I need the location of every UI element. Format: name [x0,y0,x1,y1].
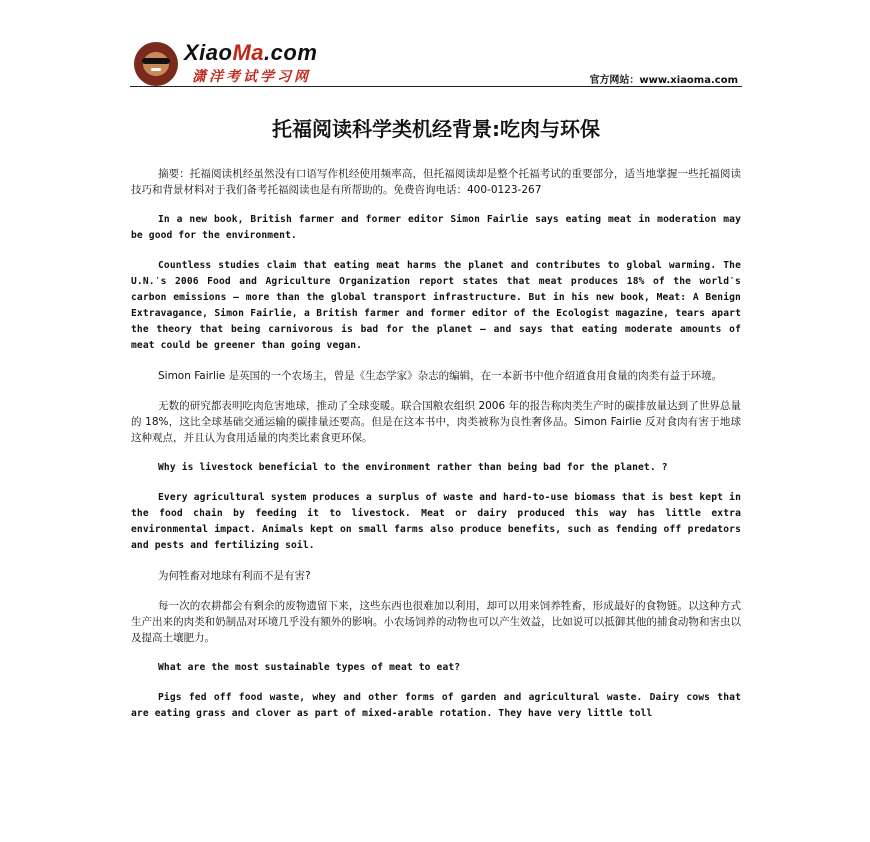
paragraph-en-question-2: What are the most sustainable types of meat to eat? [158,662,461,673]
paragraph-en-question-1: Why is livestock beneficial to the environment rather than being bad for the planet. ? [158,462,668,473]
paragraph-en-answer-2: Pigs fed off food waste, whey and other forms of garden and agricultural waste. Dairy cows that are eating grass and clover as part of mixed-arable rotation. They have very little toll [131,692,741,719]
page-title: 托福阅读科学类机经背景:吃肉与环保 [272,117,600,141]
paragraph-zh-studies: 无数的研究都表明吃肉危害地球，推动了全球变暖。联合国粮农组织 2006 年的报告称肉类生产时的碳排放量达到了世界总量的 18%，这比全球基础交通运输的碳排量还要高。但是在这本书中，肉类被称为良性奢侈品。Simon Fairlie 反对食肉有害于地球这种观点，并且认为食用适量的肉类比素食更环保。 [131,400,741,444]
page-header [130,38,742,90]
paragraph-zh-question-1: 为何牲畜对地球有利而不是有害? [158,570,311,582]
paragraph-en-answer-1: Every agricultural system produces a surplus of waste and hard-to-use biomass that is best kept in the food chain by feeding it to livestock. Meat or dairy produced this way has little extra environmental impact. Animals kept on small farms also produce benefits, such as fending off predators and pests and fertilizing soil. [131,492,741,551]
brand-logo-text: XiaoMa.com [184,40,318,65]
article-body [131,166,741,736]
paragraph-zh-intro: Simon Fairlie 是英国的一个农场主，曾是《生态学家》杂志的编辑，在一本新书中他介绍道食用食量的肉类有益于环境。 [158,370,723,382]
paragraph-summary: 摘要：托福阅读机经虽然没有口语写作机经使用频率高，但托福阅读却是整个托福考试的重要部分，适当地掌握一些托福阅读技巧和背景材料对于我们备考托福阅读也是有所帮助的。免费咨询电话：400-0123-267 [131,168,741,196]
paragraph-zh-answer-1: 每一次的农耕都会有剩余的废物遗留下来，这些东西也很难加以利用，却可以用来饲养牲畜，形成最好的食物链。以这种方式生产出来的肉类和奶制品对环境几乎没有额外的影响。小农场饲养的动物也可以产生效益，比如说可以抵御其他的捕食动物和害虫以及提高土壤肥力。 [131,600,741,644]
official-site-url[interactable]: 官方网站：www.xiaoma.com [589,75,738,86]
brand-tagline: 潇洋考试学习网 [192,69,311,85]
xiaoma-mascot-logo-icon [134,42,178,86]
paragraph-en-studies: Countless studies claim that eating meat harms the planet and contributes to global warming. The U.N.′s 2006 Food and Agriculture Organization report states that meat produces 18% of the world′s carbon emissions — more than the global transport infrastructure. But in his new book, Meat: A Benign Extravagance, Simon Fairlie, a British farmer and former editor of the Ecologist magazine, tears apart the theory that being carnivorous is bad for the planet — and says that eating moderate amounts of meat could be greener than going vegan. [131,260,741,351]
paragraph-en-intro: In a new book, British farmer and former editor Simon Fairlie says eating meat in moderation may be good for the environment. [131,214,741,241]
header-divider [130,86,742,87]
